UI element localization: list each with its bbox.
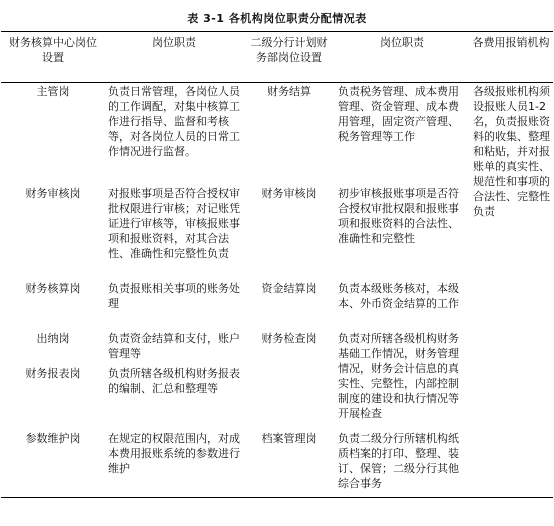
- center-post-cell: 出纳岗: [36, 332, 70, 345]
- center-duty-cell: 负责日常管理，各岗位人员的工作调配，对集中核算工作进行指导、监督和考核等，对各岗位人员的日常工作情况进行监督。: [108, 85, 240, 158]
- center-duty-cell: 对报账事项是否符合授权审批权限进行审核；对记账凭证进行审核等，审核报账事项和报账资料，对其合法性、准确性和完整性负责: [108, 187, 240, 260]
- center-post-cell: 财务审核岗: [25, 187, 81, 200]
- center-duty-cell: 负责报账相关事项的账务处理: [108, 282, 240, 310]
- branch-post-cell: 财务检查岗: [261, 332, 317, 345]
- branch-post-cell: 资金结算岗: [261, 282, 317, 295]
- center-post-cell: 财务报表岗: [25, 367, 81, 380]
- branch-post-cell: 财务结算: [267, 85, 311, 98]
- branch-duty-cell: 负责本级账务核对，本级本、外币资金结算的工作: [338, 282, 459, 310]
- branch-post-cell: 档案管理岗: [261, 432, 317, 445]
- center-duty-cell: 负责所辖各级机构财务报表的编制、汇总和整理等: [108, 367, 240, 395]
- center-duty-cell: 负责资金结算和支付，账户管理等: [108, 332, 240, 360]
- branch-duty-cell: 负责对所辖各级机构财务基础工作情况，财务管理情况，财务会计信息的真实性、完整性，内部控制制度的建设和执行情况等开展检查: [338, 332, 459, 420]
- table-row: [1, 83, 553, 186]
- branch-post-cell: 财务审核岗: [261, 187, 317, 200]
- header-branch-post: 二级分行计划财务部岗位设置: [250, 36, 328, 64]
- header-center-duty: 岗位职责: [152, 36, 196, 49]
- header-center-post: 财务核算中心岗位设置: [9, 36, 97, 64]
- reimbursement-duty-cell: 各级报账机构须设报账人员1-2名，负责报账资料的收集、整理和粘贴，并对报账单的真实性、规范性和事项的合法性、完整性负责: [473, 85, 550, 218]
- center-post-cell: 参数维护岗: [25, 432, 81, 445]
- center-post-cell: 财务核算岗: [25, 282, 81, 295]
- duty-allocation-table: [1, 31, 553, 498]
- branch-duty-cell: 初步审核报账事项是否符合授权审批权限和报账事项和报账资料的合法性、准确性和完整性: [338, 187, 459, 245]
- header-reimbursement-unit: 各费用报销机构: [472, 36, 550, 49]
- center-duty-cell: 在规定的权限范围内，对成本费用报账系统的参数进行维护: [108, 432, 240, 475]
- center-post-cell: 主管岗: [36, 85, 70, 98]
- table-caption: 表 3-1 各机构岗位职责分配情况表: [187, 12, 367, 25]
- branch-duty-cell: 负责税务管理、成本费用管理、资金管理、成本费用管理，固定资产管理、税务管理等工作: [338, 85, 459, 143]
- branch-duty-cell: 负责二级分行所辖机构纸质档案的打印、整理、装订、保管；二级分行其他综合事务: [338, 432, 459, 490]
- table-header-row: [1, 32, 553, 83]
- header-branch-duty: 岗位职责: [380, 36, 424, 49]
